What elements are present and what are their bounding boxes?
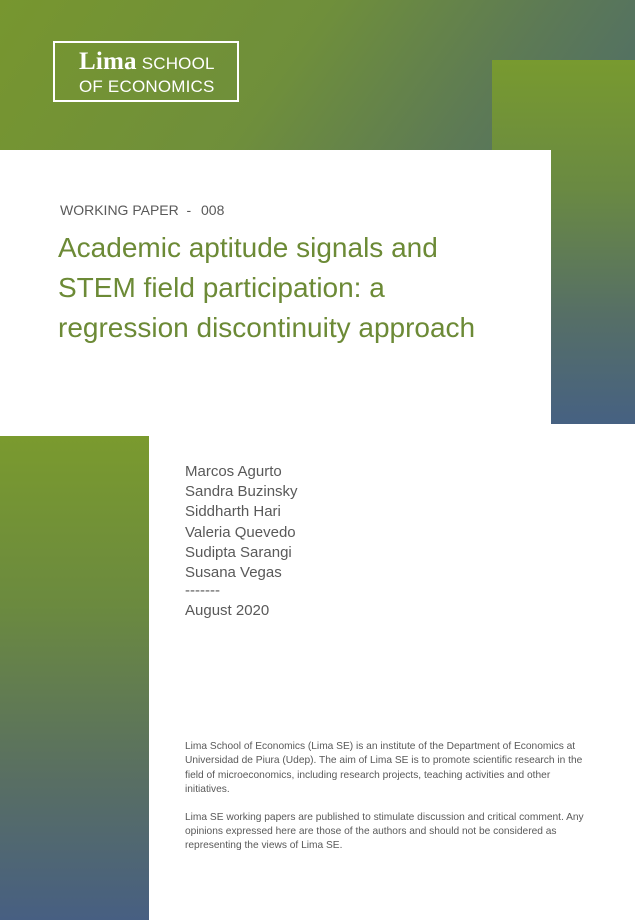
footer-paragraph-about: Lima School of Economics (Lima SE) is an institute of the Department of Economics at Universidad de Piura (Udep). The aim of Lima SE is to promote scientific research in the field of microeconomics, including research projects, teaching activities and other initiatives. bbox=[185, 741, 583, 796]
author-name: Sandra Buzinsky bbox=[185, 483, 298, 501]
logo-brand: Lima bbox=[79, 48, 137, 75]
logo-school: SCHOOL bbox=[141, 54, 215, 73]
footer-paragraph-disclaimer: Lima SE working papers are published to stimulate discussion and critical comment. Any opinions expressed here are those of the authors and should not be considered as representing the views of Lima SE. bbox=[185, 811, 584, 852]
footer-disclaimer bbox=[185, 740, 595, 867]
author-list bbox=[185, 462, 298, 621]
publication-date: August 2020 bbox=[185, 602, 270, 620]
working-paper-label bbox=[60, 202, 224, 218]
working-paper-text: WORKING PAPER bbox=[60, 202, 179, 218]
lima-school-logo bbox=[53, 41, 239, 102]
logo-line-1 bbox=[79, 48, 215, 75]
author-name: Siddharth Hari bbox=[185, 503, 281, 521]
working-paper-number: 008 bbox=[201, 202, 225, 218]
logo-line-2: OF ECONOMICS bbox=[79, 77, 215, 96]
author-name: Sudipta Sarangi bbox=[185, 543, 292, 561]
author-name: Susana Vegas bbox=[185, 564, 282, 582]
author-name: Marcos Agurto bbox=[185, 463, 282, 480]
left-gradient-band bbox=[0, 436, 149, 920]
working-paper-separator: - bbox=[186, 202, 192, 218]
paper-title: Academic aptitude signals and STEM field participation: a regression discontinuity approach bbox=[58, 232, 476, 343]
author-name: Valeria Quevedo bbox=[185, 523, 296, 541]
separator-line: ------- bbox=[185, 582, 220, 600]
